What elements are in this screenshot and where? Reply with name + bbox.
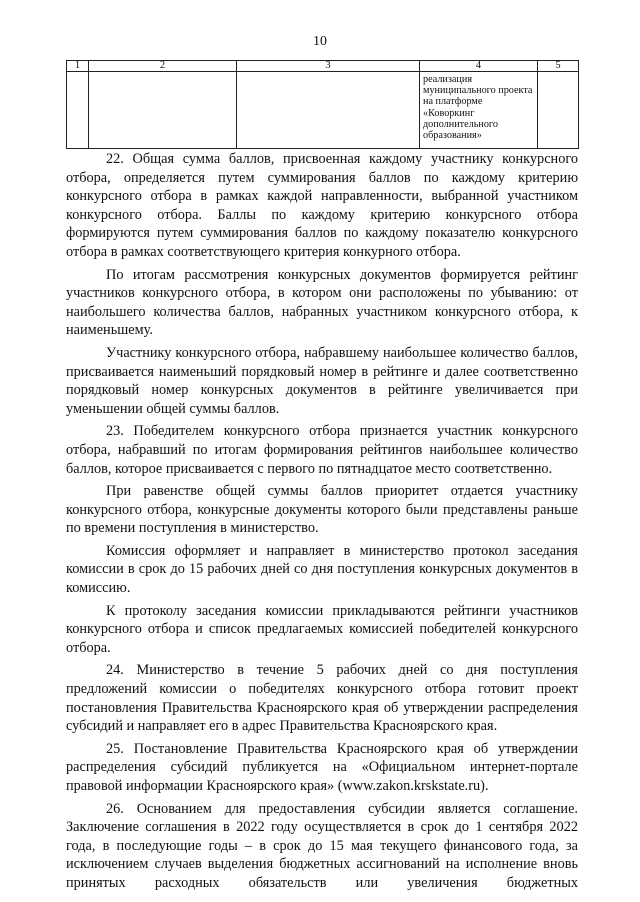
paragraph-rating-order: Участнику конкурсного отбора, набравшему наибольшее количество баллов, присваивается наименьший порядковый номер в рейтинге и далее соответственно порядковый номер конкурсных документов в рейтинге увеличивается при уменьшении общей суммы баллов. (66, 344, 578, 417)
paragraph-22: 22. Общая сумма баллов, присвоенная каждому участнику конкурсного отбора, определяется путем суммирования баллов по каждому критерию конкурсного отбора в рамках каждой направленности, выбранной участником конкурсного отбора. Баллы по каждому критерию конкурсного отбора формируются путем суммирования баллов по каждому показателю конкурсного отбора в рамках соответствующего критерия конкурного отбора. (66, 151, 578, 260)
paragraph-protocol-attachments: К протоколу заседания комиссии прикладываются рейтинги участников конкурсного отбора и список предлагаемых комиссией победителей конкурсного отбора. (66, 602, 578, 656)
table-cell (538, 72, 579, 149)
table-cell (237, 72, 420, 149)
paragraph-24: 24. Министерство в течение 5 рабочих дней со дня поступления предложений комиссии о победителях конкурсного отбора готовит проект постановления Правительства Красноярского края об утверждении распределения субсидий и направляет его в адрес Правительства Красноярского края. (66, 662, 578, 735)
table-header-cell: 1 (67, 61, 89, 72)
continuation-table (66, 60, 579, 149)
table-header-cell: 4 (420, 61, 538, 72)
table-header-cell: 5 (538, 61, 579, 72)
page-number: 10 (313, 34, 327, 49)
paragraph-26: 26. Основанием для предоставления субсидии является соглашение. Заключение соглашения в 2022 году осуществляется в срок до 1 сентября 2022 года, в последующие годы – в срок до 15 мая текущего финансового года, за исключением случаев выделения бюджетных ассигнований на исполнение вновь принятых расходных обязательств или увеличения бюджетных (66, 800, 578, 891)
table-header-cell: 3 (237, 61, 420, 72)
table-header-row (67, 61, 579, 72)
paragraph-rating: По итогам рассмотрения конкурсных документов формируется рейтинг участников конкурсного отбора, в котором они расположены по убыванию: от наибольшего количества баллов, набранных участником конкурсного отбора, к наименьшему. (66, 266, 578, 339)
paragraph-protocol: Комиссия оформляет и направляет в министерство протокол заседания комиссии в срок до 15 рабочих дней со дня поступления конкурсных документов в комиссию. (66, 542, 578, 597)
body-text (66, 150, 578, 893)
table-cell-description: реализация муниципального проекта на платформе «Коворкинг дополнительного образования» (420, 72, 538, 149)
table-cell (67, 72, 89, 149)
table-row (67, 72, 579, 149)
paragraph-tie-priority: При равенстве общей суммы баллов приоритет отдается участнику конкурсного отбора, конкурсные документы которого были представлены раньше по времени поступления в министерство. (66, 483, 578, 537)
paragraph-23: 23. Победителем конкурсного отбора признается участник конкурсного отбора, набравший по итогам формирования рейтингов наибольшее количество баллов, которое присваивается с первого по пятнадцатое место соответственно. (66, 423, 578, 477)
table-cell (89, 72, 237, 149)
paragraph-25: 25. Постановление Правительства Красноярского края об утверждении распределения субсидий публикуется на «Официальном интернет-портале правовой информации Красноярского края» (www.zakon.krskstate.ru). (66, 740, 578, 794)
table-header-cell: 2 (89, 61, 237, 72)
